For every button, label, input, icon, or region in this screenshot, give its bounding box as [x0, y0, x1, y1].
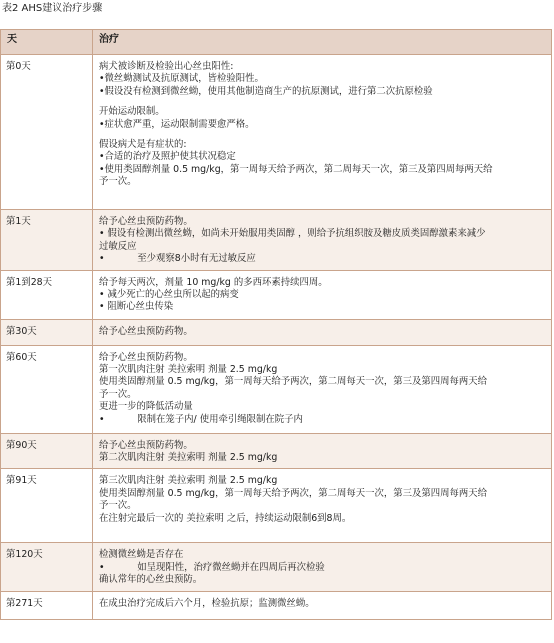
day-cell: 第1天	[1, 210, 93, 271]
table-body	[1, 55, 552, 620]
day-cell: 第60天	[1, 345, 93, 433]
treatment-line: • 阻断心丝虫传染	[99, 301, 174, 313]
table-caption: 表2 AHS建议治疗步骤	[2, 3, 103, 14]
day-cell: 第30天	[1, 319, 93, 345]
treatment-line: •假设没有检测到微丝蚴，使用其他制造商生产的抗原测试，进行第二次抗原检验	[99, 85, 433, 97]
table-row	[1, 469, 552, 543]
treatment-line: • 限制在笼子内/ 使用牵引绳限制在院子内	[99, 413, 303, 425]
table-row	[1, 319, 552, 345]
paragraph-gap	[99, 131, 545, 139]
treatment-line: 开始运动限制。	[99, 106, 165, 118]
treatment-line: 予一次。	[99, 500, 137, 512]
treatment-line: 予一次。	[99, 176, 137, 188]
treatment-cell	[93, 345, 552, 433]
day-cell: 第1到28天	[1, 270, 93, 319]
treatment-line: 使用类固醇剂量 0.5 mg/kg，第一周每天给予两次，第二周每天一次，第三及第四周每两天给	[99, 487, 487, 499]
treatment-cell	[93, 469, 552, 543]
treatment-line: • 如呈现阳性，治疗微丝蚴并在四周后再次检验	[99, 561, 325, 573]
treatment-cell	[93, 592, 552, 620]
treatment-cell	[93, 210, 552, 271]
treatment-line: 给予心丝虫预防药物。	[99, 351, 193, 363]
table-header-row	[1, 30, 552, 55]
treatment-line: • 假设有检测出微丝蚴，如尚未开始服用类固醇 ，则给予抗组织胺及糖皮质类固醇激素来减少	[99, 228, 486, 240]
table-row	[1, 270, 552, 319]
treatment-line: •使用类固醇剂量 0.5 mg/kg，第一周每天给予两次，第二周每天一次，第三及第四周每两天给	[99, 163, 493, 175]
treatment-line: 在成虫治疗完成后六个月，检验抗原；监测微丝蚴。	[99, 598, 315, 610]
table-row	[1, 433, 552, 469]
treatment-line: 过敏反应	[99, 240, 137, 252]
header-treatment: 治疗	[93, 30, 552, 55]
treatment-cell	[93, 55, 552, 210]
treatment-line: 给予心丝虫预防药物。	[99, 216, 193, 227]
treatment-line: 假设病犬是有症状的:	[99, 139, 187, 151]
treatment-line: •合适的治疗及照护使其状况稳定	[99, 151, 236, 163]
treatment-line: 给予每天两次，剂量 10 mg/kg 的多西环素持续四周。	[99, 276, 328, 288]
treatment-line: 病犬被诊断及检验出心丝虫阳性:	[99, 61, 234, 72]
table-row	[1, 543, 552, 592]
table-row	[1, 210, 552, 271]
day-cell: 第271天	[1, 592, 93, 620]
day-cell: 第120天	[1, 543, 93, 592]
treatment-cell	[93, 270, 552, 319]
treatment-table	[0, 29, 552, 620]
treatment-line: •微丝蚴测试及抗原测试，皆检验阳性。	[99, 73, 264, 85]
header-day: 天	[1, 30, 93, 55]
treatment-line: 检测微丝蚴是否存在	[99, 549, 184, 561]
paragraph-gap	[99, 98, 545, 106]
treatment-line: 第三次肌肉注射 美拉索明 剂量 2.5 mg/kg	[99, 475, 278, 487]
treatment-line: 使用类固醇剂量 0.5 mg/kg，第一周每天给予两次，第二周每天一次，第三及第四周每两天给	[99, 376, 487, 388]
treatment-line: 给予心丝虫预防药物。	[99, 439, 193, 451]
treatment-line: 更进一步的降低活动量	[99, 401, 193, 413]
treatment-line: 予一次。	[99, 388, 137, 400]
table-row	[1, 55, 552, 210]
treatment-cell	[93, 319, 552, 345]
day-cell: 第91天	[1, 469, 93, 543]
day-cell: 第90天	[1, 433, 93, 469]
treatment-line: •症状愈严重，运动限制需要愈严格。	[99, 118, 255, 130]
treatment-line: 在注射完最后一次的 美拉索明 之后，持续运动限制6到8周。	[99, 512, 352, 524]
treatment-line: 给予心丝虫预防药物。	[99, 325, 193, 337]
treatment-line: 第一次肌肉注射 美拉索明 剂量 2.5 mg/kg	[99, 364, 278, 376]
day-cell: 第0天	[1, 55, 93, 210]
treatment-line: • 减少死亡的心丝虫所以起的病变	[99, 289, 239, 301]
table-row	[1, 345, 552, 433]
treatment-cell	[93, 543, 552, 592]
treatment-cell	[93, 433, 552, 469]
treatment-line: 第二次肌肉注射 美拉索明 剂量 2.5 mg/kg	[99, 452, 278, 464]
treatment-line: • 至少观察8小时有无过敏反应	[99, 253, 256, 265]
table-row	[1, 592, 552, 620]
treatment-line: 确认常年的心丝虫预防。	[99, 574, 203, 586]
